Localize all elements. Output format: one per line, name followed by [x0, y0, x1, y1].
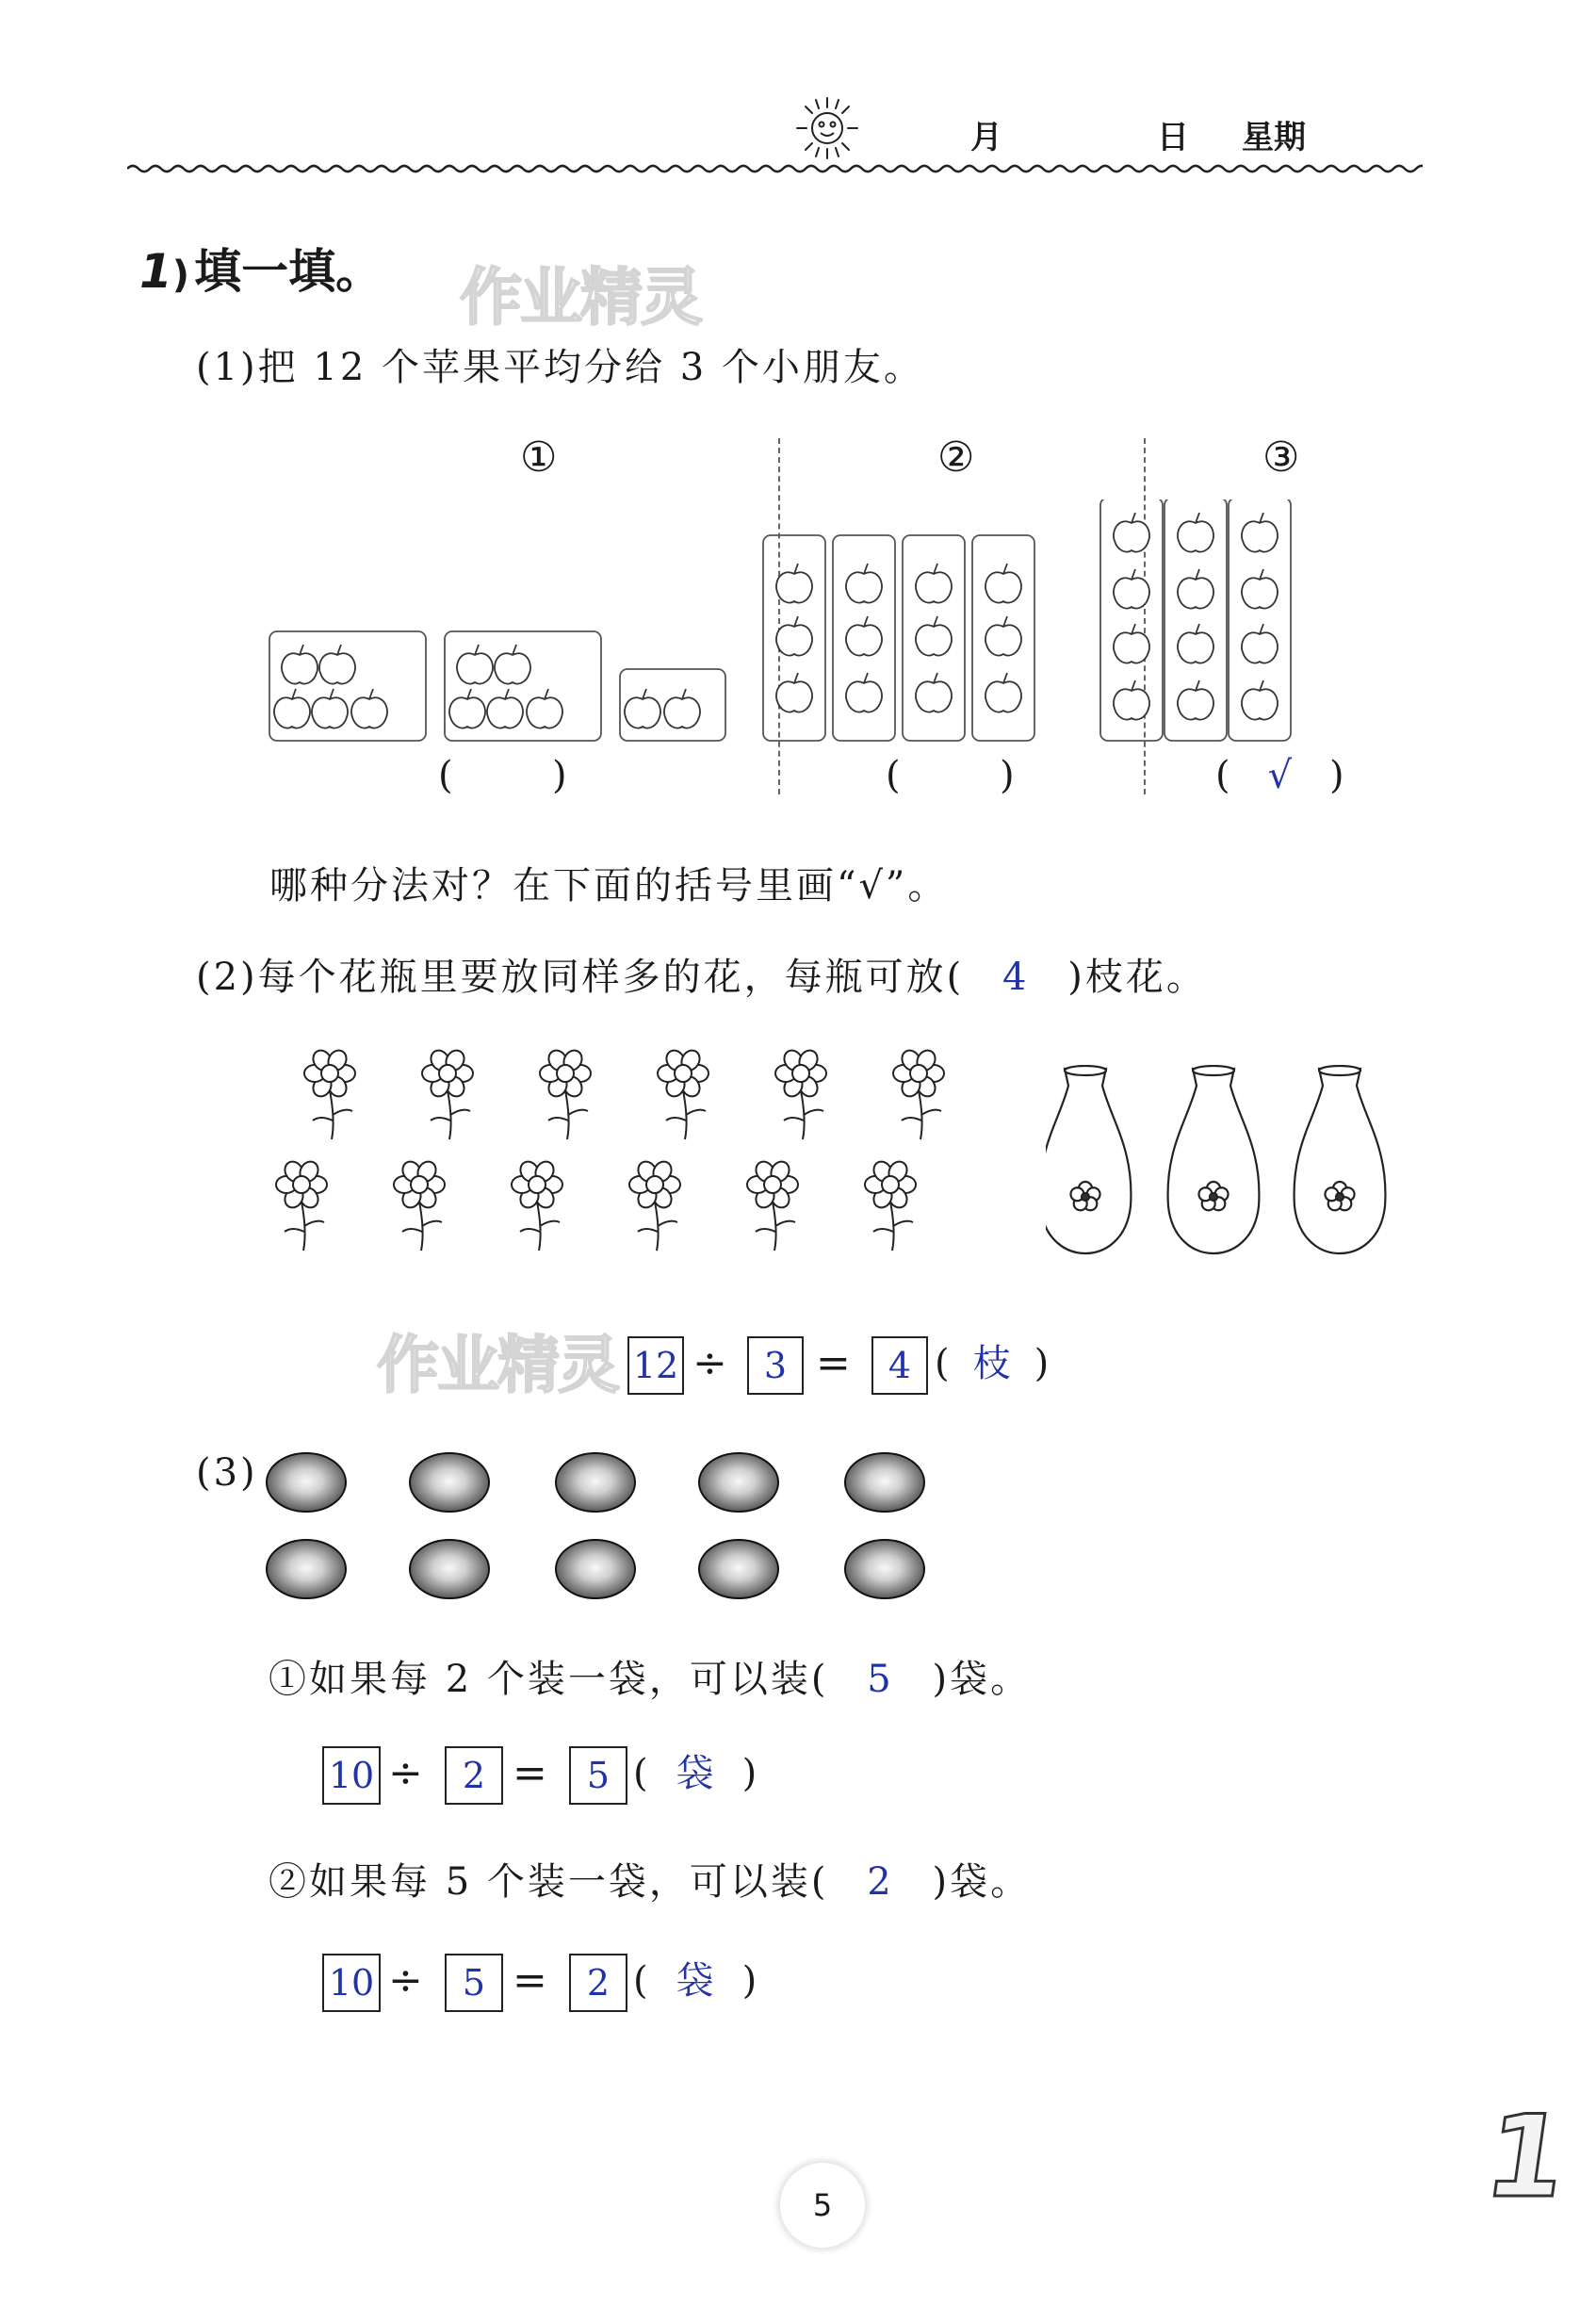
apple-icon [1178, 513, 1213, 552]
q3-label: (3) [196, 1451, 258, 1495]
q3-part1-eq-a: 10 [322, 1746, 381, 1805]
apple-icon [776, 564, 812, 603]
q2-eq-unit-paren: ( 枝 ) [935, 1336, 1049, 1391]
apple-icon [1114, 513, 1149, 552]
q3-part2-eq-a: 10 [322, 1954, 381, 2012]
page-number: 5 [780, 2163, 865, 2248]
apple-icon [776, 673, 812, 712]
q1-option-1-label: ① [520, 434, 558, 482]
q3-part1-eq-equals: = [513, 1749, 547, 1797]
apple-icon [1178, 624, 1213, 663]
flower-icon [394, 1158, 445, 1251]
apple-icon [274, 689, 310, 728]
stone-icon [556, 1453, 635, 1512]
flower-icon [422, 1047, 473, 1139]
q1-option-3-paren: ( √ ) [1215, 754, 1344, 797]
flower-icon [276, 1158, 327, 1251]
apple-icon [1114, 569, 1149, 609]
watermark-top: 作业精灵 [460, 261, 701, 334]
q3-part1-prompt-after: )袋。 [932, 1658, 1032, 1701]
q2-eq-op: ÷ [692, 1339, 727, 1387]
vase-icon [1168, 1066, 1260, 1253]
apple-icon [351, 689, 387, 728]
q2-eq-equals: = [816, 1339, 851, 1387]
q2-eq-b: 3 [747, 1336, 804, 1395]
q3-part2-eq-b: 5 [445, 1954, 503, 2012]
section-title-text: 填一填。 [194, 244, 383, 299]
flower-icon [629, 1158, 680, 1251]
q2-eq-unit: 枝 [972, 1342, 1011, 1385]
vase-icon [1295, 1066, 1386, 1253]
q1-option-3-label: ③ [1262, 434, 1300, 482]
q3-part1-eq-unit-paren: ( 袋 ) [633, 1746, 757, 1801]
q3-part2-eq-op: ÷ [388, 1956, 423, 2004]
apple-icon [846, 616, 882, 656]
q3-part1-prompt [269, 1649, 1031, 1703]
apple-icon [1242, 624, 1278, 663]
q2-prompt-after: )枝花。 [1067, 956, 1207, 999]
apple-icon [449, 689, 485, 728]
apple-icon [776, 616, 812, 656]
q1-apple-groups [264, 499, 1423, 754]
q3-stones [259, 1447, 956, 1607]
q3-part1-eq-unit: 袋 [676, 1752, 714, 1795]
day-label: 日 [1157, 119, 1189, 156]
q3-part1-answer: 5 [867, 1658, 894, 1701]
q2-prompt-before: (2)每个花瓶里要放同样多的花，每瓶可放( [196, 956, 965, 999]
q2-vases [1046, 1065, 1423, 1263]
flower-icon [865, 1158, 916, 1251]
apple-icon [1114, 624, 1149, 663]
q2-answer: 4 [1002, 956, 1030, 999]
corner-unit-mark: 1 [1477, 2092, 1575, 2223]
apple-icon [1242, 680, 1278, 720]
section-number: 1 [139, 244, 172, 299]
apple-icon [457, 645, 493, 684]
watermark-middle: 作业精灵 [377, 1329, 618, 1401]
q3-part1-eq-b: 2 [445, 1746, 503, 1805]
flower-icon [893, 1047, 944, 1139]
apple-icon [495, 645, 530, 684]
stone-icon [267, 1540, 346, 1598]
weekday-label: 星期 [1242, 119, 1306, 156]
apple-icon [1242, 569, 1278, 609]
q3-part2-prompt-after: )袋。 [932, 1860, 1032, 1904]
q3-part1-prompt-before: ①如果每 2 个装一袋，可以装( [269, 1658, 829, 1701]
flower-icon [658, 1047, 708, 1139]
apple-icon [487, 689, 523, 728]
apple-icon [312, 689, 348, 728]
q3-part2-eq-equals: = [513, 1956, 547, 2004]
apple-icon [985, 616, 1021, 656]
q1-option-2-label: ② [937, 434, 975, 482]
q3-part1-eq-op: ÷ [388, 1749, 423, 1797]
apple-icon [916, 616, 952, 656]
q3-part2-eq-unit: 袋 [676, 1959, 714, 2003]
apple-icon [985, 673, 1021, 712]
apple-icon [916, 564, 952, 603]
flower-icon [540, 1047, 591, 1139]
apple-icon [319, 645, 355, 684]
q3-part2-prompt [269, 1852, 1031, 1906]
apple-icon [1178, 569, 1213, 609]
q2-eq-a: 12 [627, 1336, 684, 1395]
apple-icon [282, 645, 318, 684]
q2-prompt [196, 947, 1207, 1001]
q1-option-2-paren: ( ) [886, 754, 1015, 797]
stone-icon [556, 1540, 635, 1598]
section-title: 1) 填一填。 [139, 244, 383, 299]
q1-option-3-answer: √ [1267, 754, 1293, 797]
vase-icon [1046, 1066, 1131, 1253]
q3-part2-prompt-before: ②如果每 5 个装一袋，可以装( [269, 1860, 829, 1904]
apple-icon [846, 673, 882, 712]
flower-icon [304, 1047, 355, 1139]
month-label: 月 [970, 119, 1002, 156]
q1-option-1-paren: ( ) [438, 754, 567, 797]
q1-prompt: (1)把 12 个苹果平均分给 3 个小朋友。 [196, 346, 924, 389]
apple-icon [1114, 680, 1149, 720]
apple-icon [916, 673, 952, 712]
stone-icon [699, 1453, 778, 1512]
flower-icon [775, 1047, 826, 1139]
q3-part2-eq-result: 2 [569, 1954, 627, 2012]
apple-icon [664, 689, 700, 728]
apple-icon [846, 564, 882, 603]
stone-icon [267, 1453, 346, 1512]
q3-part1-eq-result: 5 [569, 1746, 627, 1805]
header-wavy-divider [127, 162, 1423, 175]
apple-icon [527, 689, 562, 728]
stone-icon [845, 1453, 924, 1512]
flower-icon [512, 1158, 562, 1251]
apple-icon [985, 564, 1021, 603]
stone-icon [699, 1540, 778, 1598]
q2-flowers [273, 1032, 1027, 1286]
apple-icon [1178, 680, 1213, 720]
sun-icon [790, 94, 865, 162]
q1-instruction: 哪种分法对？在下面的括号里画“√”。 [269, 864, 949, 908]
q3-part2-eq-unit-paren: ( 袋 ) [633, 1954, 757, 2008]
stone-icon [845, 1540, 924, 1598]
apple-icon [1242, 513, 1278, 552]
stone-icon [410, 1540, 489, 1598]
apple-icon [625, 689, 660, 728]
stone-icon [410, 1453, 489, 1512]
q3-part2-answer: 2 [867, 1860, 894, 1904]
q2-eq-result: 4 [871, 1336, 928, 1395]
flower-icon [747, 1158, 798, 1251]
